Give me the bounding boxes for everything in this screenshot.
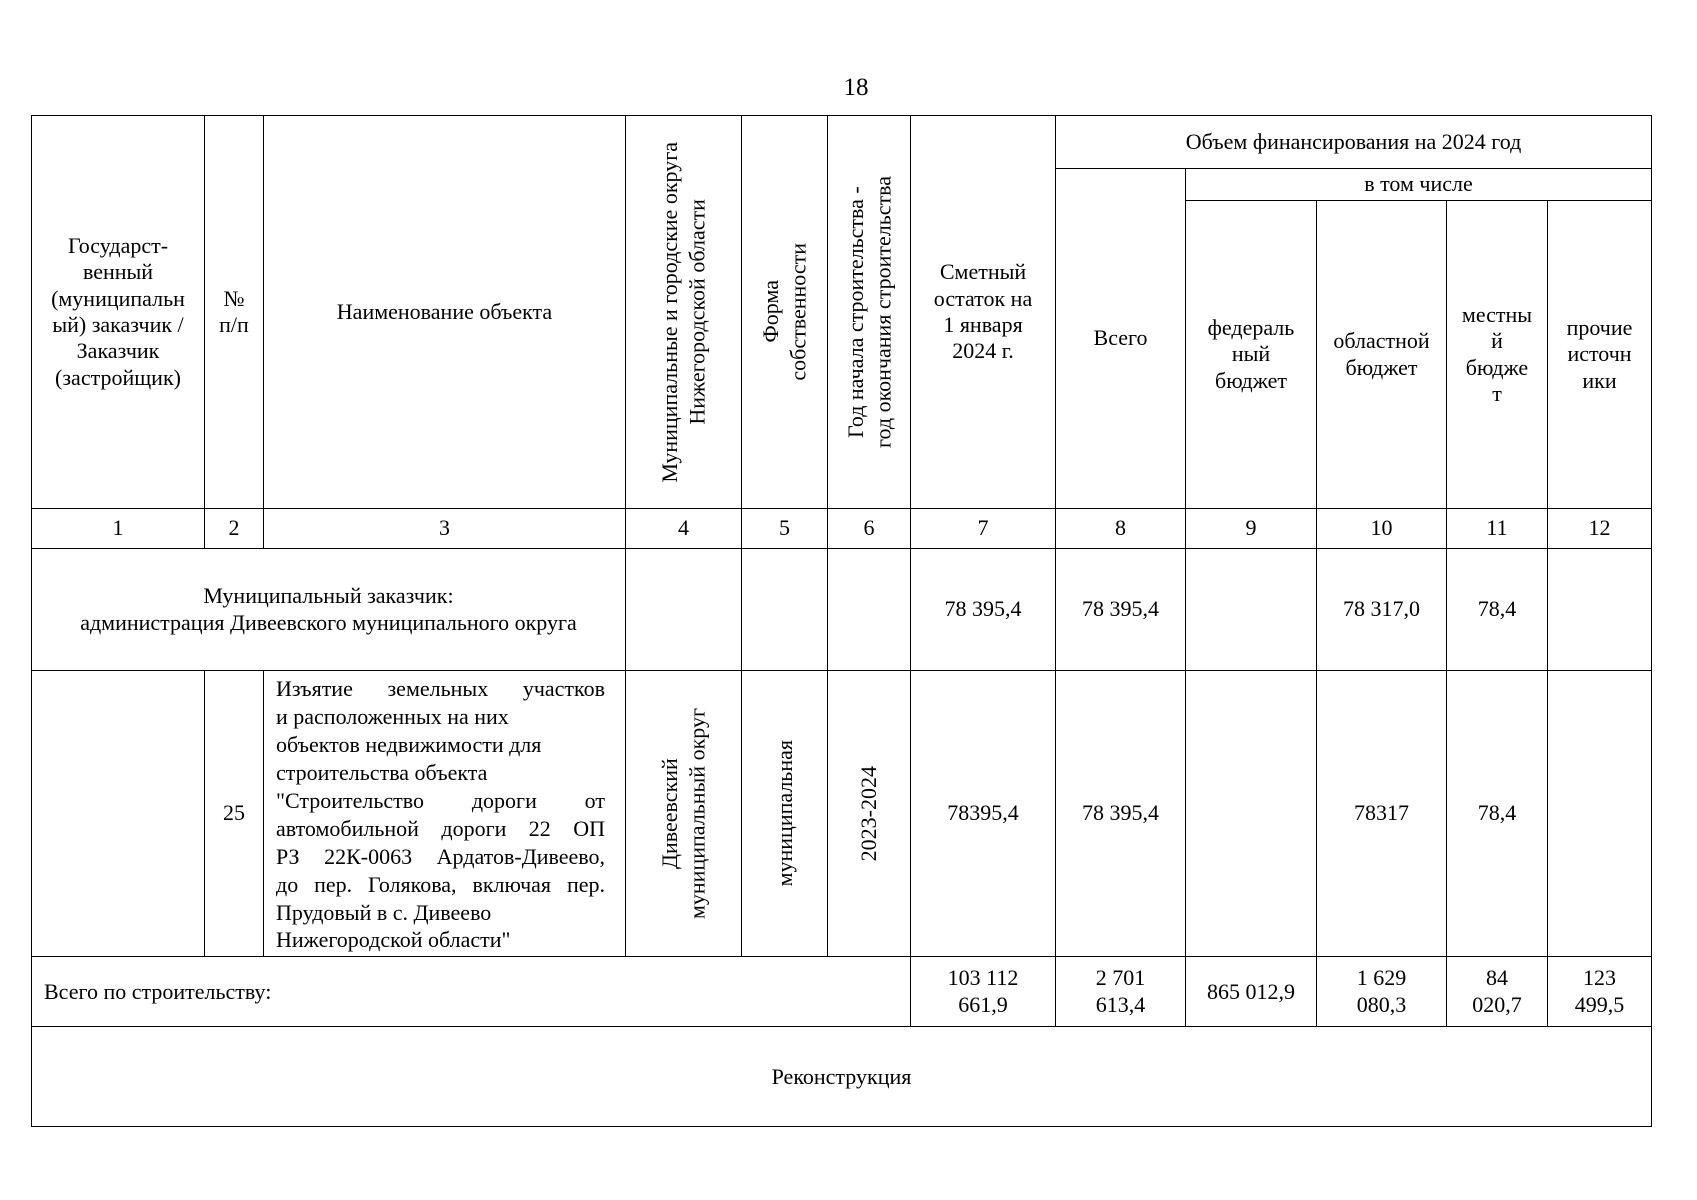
column-number: 5	[742, 509, 828, 549]
customer-ownership-cell	[742, 549, 828, 671]
header-other: прочие источн ики	[1548, 201, 1652, 509]
header-municipality: Муниципальные и городские округа Нижегородской области	[626, 116, 742, 509]
header-regional: областной бюджет	[1317, 201, 1447, 509]
column-number: 2	[205, 509, 264, 549]
column-number: 3	[264, 509, 626, 549]
object-number: 25	[205, 671, 264, 957]
customer-row	[32, 549, 1652, 671]
customer-municipality-cell	[626, 549, 742, 671]
header-federal: федераль ный бюджет	[1186, 201, 1317, 509]
customer-other	[1548, 549, 1652, 671]
object-local: 78,4	[1447, 671, 1548, 957]
column-number: 9	[1186, 509, 1317, 549]
customer-federal	[1186, 549, 1317, 671]
grand-total-other: 123 499,5	[1548, 957, 1652, 1027]
page-number: 18	[843, 74, 869, 101]
column-number: 11	[1447, 509, 1548, 549]
header-local: местны й бюдже т	[1447, 201, 1548, 509]
column-number: 12	[1548, 509, 1652, 549]
header-financing-title: Объем финансирования на 2024 год	[1056, 116, 1652, 169]
header-years: Год начала строительства - год окончания строительства	[828, 116, 911, 509]
grand-total-federal: 865 012,9	[1186, 957, 1317, 1027]
column-numbers-row	[32, 509, 1652, 549]
object-name: Изъятие земельных участков и расположенных на них объектов недвижимости для строительства объекта "Строительство дороги от автомобильной дороги 22 ОП РЗ 22К-0063 Ардатов-Дивеево, до пер. Голякова, включая пер. Прудовый в с. Дивеево Нижегородской области"	[264, 671, 626, 957]
object-customer-cell	[32, 671, 205, 957]
grand-total-label: Всего по строительству:	[32, 957, 911, 1027]
financing-table	[31, 115, 1652, 1127]
grand-total-estimated-balance: 103 112 661,9	[911, 957, 1056, 1027]
column-number: 10	[1317, 509, 1447, 549]
header-including: в том числе	[1186, 169, 1652, 201]
header-number: № п/п	[205, 116, 264, 509]
object-regional: 78317	[1317, 671, 1447, 957]
header-customer: Государст- венный (муниципальн ый) заказчик / Заказчик (застройщик)	[32, 116, 205, 509]
object-municipality: Дивеевский муниципальный округ	[626, 671, 742, 957]
object-ownership: муниципальная	[742, 671, 828, 957]
column-number: 1	[32, 509, 205, 549]
header-total: Всего	[1056, 169, 1186, 509]
customer-estimated-balance: 78 395,4	[911, 549, 1056, 671]
object-years: 2023-2024	[828, 671, 911, 957]
section-row	[32, 1027, 1652, 1127]
grand-total-row	[32, 957, 1652, 1027]
column-number: 7	[911, 509, 1056, 549]
grand-total-local: 84 020,7	[1447, 957, 1548, 1027]
customer-years-cell	[828, 549, 911, 671]
object-estimated-balance: 78395,4	[911, 671, 1056, 957]
object-federal	[1186, 671, 1317, 957]
column-number: 4	[626, 509, 742, 549]
grand-total-regional: 1 629 080,3	[1317, 957, 1447, 1027]
customer-regional: 78 317,0	[1317, 549, 1447, 671]
column-number: 8	[1056, 509, 1186, 549]
customer-label: Муниципальный заказчик: администрация Дивеевского муниципального округа	[32, 549, 626, 671]
object-row	[32, 671, 1652, 957]
section-title: Реконструкция	[32, 1027, 1652, 1127]
grand-total-total: 2 701 613,4	[1056, 957, 1186, 1027]
header-ownership: Форма собственности	[742, 116, 828, 509]
customer-total: 78 395,4	[1056, 549, 1186, 671]
object-other	[1548, 671, 1652, 957]
header-estimated-balance: Сметный остаток на 1 января 2024 г.	[911, 116, 1056, 509]
column-number: 6	[828, 509, 911, 549]
customer-local: 78,4	[1447, 549, 1548, 671]
header-object-name: Наименование объекта	[264, 116, 626, 509]
object-total: 78 395,4	[1056, 671, 1186, 957]
